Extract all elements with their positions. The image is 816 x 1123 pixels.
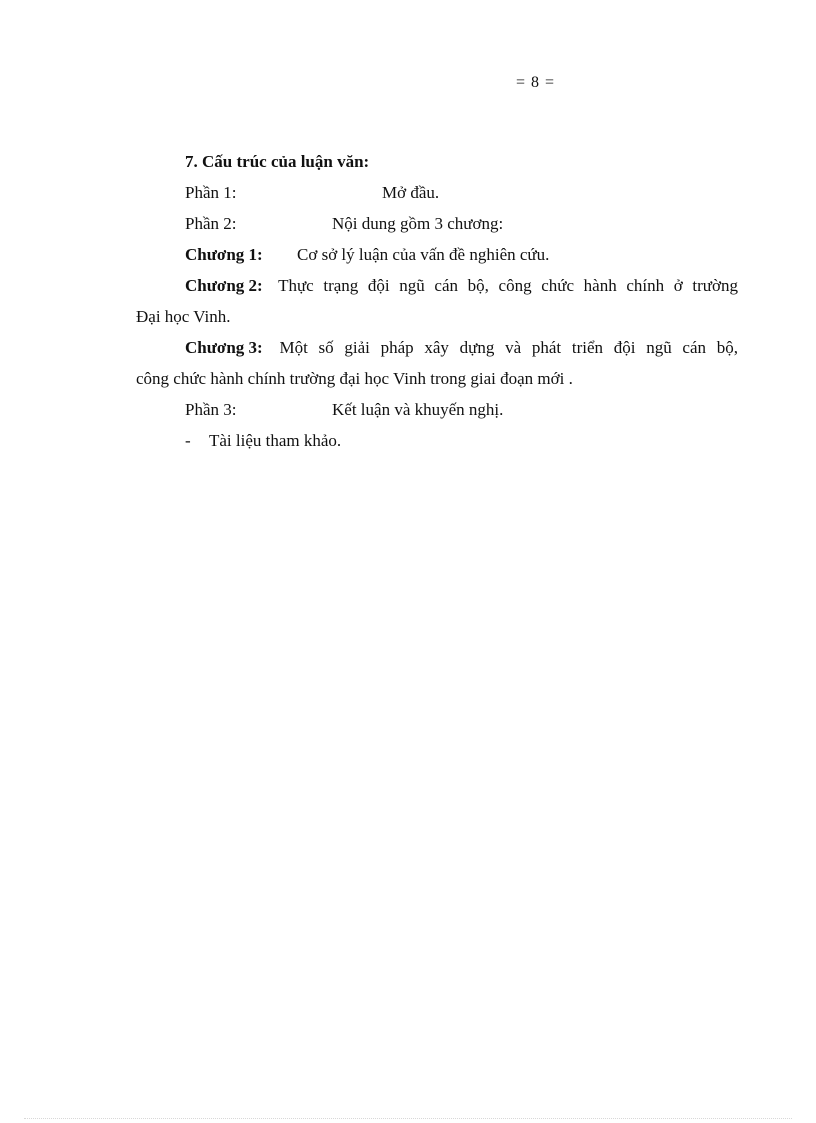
- chapter-2-line-1: [136, 270, 738, 301]
- part-3-text: Kết luận và khuyến nghị.: [332, 400, 504, 419]
- part-1-line: [136, 177, 738, 208]
- bullet-dash: -: [185, 431, 191, 450]
- part-2-label: Phần 2:: [185, 214, 237, 233]
- chapter-1-label: Chương 1:: [185, 245, 263, 264]
- chapter-2-label: Chương 2:: [185, 276, 263, 295]
- thesis-structure-section: [136, 146, 738, 456]
- part-3-line: [136, 394, 738, 425]
- part-1-text: Mở đầu.: [382, 183, 440, 202]
- references-line: [136, 425, 738, 456]
- part-1-label: Phần 1:: [185, 183, 237, 202]
- chapter-3-label: Chương 3:: [185, 338, 263, 357]
- chapter-1-text: Cơ sở lý luận của vấn đề nghiên cứu.: [297, 245, 550, 264]
- part-2-line: [136, 208, 738, 239]
- chapter-1-line: [136, 239, 738, 270]
- chapter-2-text-line-1: Thực trạng đội ngũ cán bộ, công chức hành chính ở trường: [278, 276, 738, 295]
- section-heading: 7. Cấu trúc của luận văn:: [185, 152, 370, 171]
- page-number: = 8 =: [516, 74, 556, 91]
- chapter-3-line-2: công chức hành chính trường đại học Vinh trong giai đoạn mới .: [136, 369, 573, 388]
- chapter-3-line-1: [136, 332, 738, 363]
- chapter-3-text-line-1: Một số giải pháp xây dựng và phát triển đội ngũ cán bộ,: [279, 338, 738, 357]
- page-bottom-divider: [24, 1118, 792, 1119]
- references-text: Tài liệu tham khảo.: [209, 431, 342, 450]
- chapter-2-line-2: Đại học Vinh.: [136, 307, 231, 326]
- part-3-label: Phần 3:: [185, 400, 237, 419]
- part-2-text: Nội dung gồm 3 chương:: [332, 214, 504, 233]
